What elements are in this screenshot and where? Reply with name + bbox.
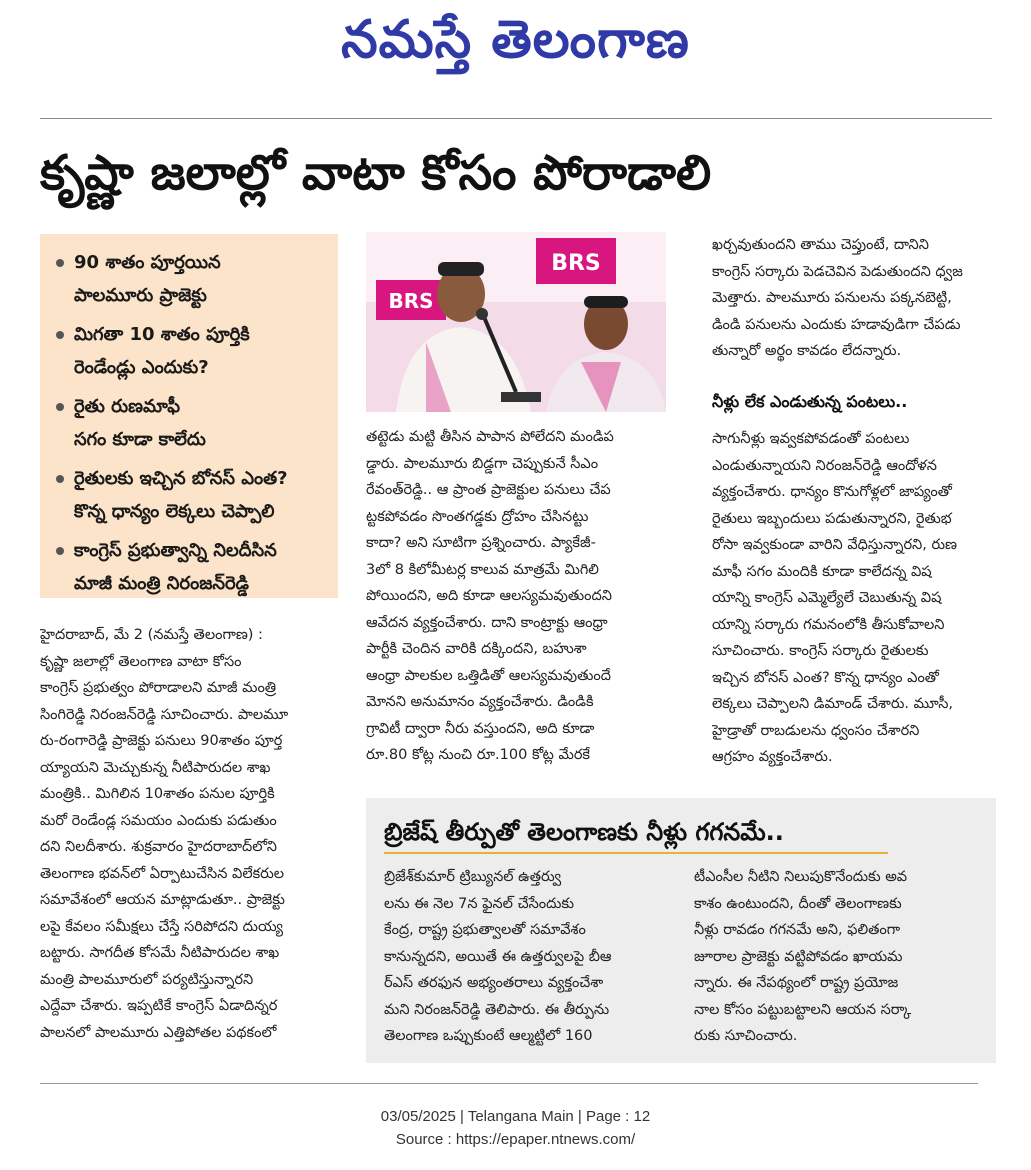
backdrop-text: BRS (388, 289, 434, 313)
sidebar-box-title: బ్రిజేష్ తీర్పుతో తెలంగాణకు నీళ్లు గగనమే.. (384, 818, 784, 846)
highlight-text: రైతులకు ఇచ్చిన బోనస్ ఎంత? కొన్న ధాన్యం లెక్కలు చెప్పాలి (74, 468, 288, 522)
highlight-text: 90 శాతం పూర్తయిన పాలమూరు ప్రాజెక్టు (74, 252, 221, 306)
article-column-1: హైదరాబాద్, మే 2 (నమస్తే తెలంగాణ) : కృష్ణా జలాల్లో తెలంగాణ వాటా కోసం కాంగ్రెస్ ప్రభుత్వం పోరాడాలని మాజీ మంత్రి సింగిరెడ్డి నిరంజన్‌రెడ్డి సూచించారు. పాలమూ రు-రంగారెడ్డి ప్రాజెక్టు పనులు 90శాతం పూర్త య్యాయని మెచ్చుకున్న నీటిపారుదల శాఖ మంత్రికి.. మిగిలిన 10శాతం పనుల పూర్తికి మరో రెండేండ్ల సమయం ఎందుకు పడుతుం దని నిలదీశారు. శుక్రవారం హైదరాబాద్‌లోని తెలంగాణ భవన్‌లో ఏర్పాటుచేసిన విలేకరుల సమావేశంలో ఆయన మాట్లాడుతూ.. ప్రాజెక్టు లపై కేవలం సమీక్షలు చేస్తే సరిపోదని దుయ్య బట్టారు. సాగదీత కోసమే నీటిపారుదల శాఖ మంత్రి పాలమూరులో పర్యటిస్తున్నారని ఎద్దేవా చేశారు. ఇప్పటికే కాంగ్రెస్ ఏడాదిన్నర పాలనలో పాలమూరు ఎత్తిపోతల పథకంలో (40, 627, 289, 1041)
bullet-icon (56, 475, 64, 483)
highlight-item (52, 318, 330, 384)
article-column-3-bottom: సాగునీళ్లు ఇవ్వకపోవడంతో పంటలు ఎండుతున్నాయని నిరంజన్‌రెడ్డి ఆందోళన వ్యక్తంచేశారు. ధాన్యం కొనుగోళ్లలో జాప్యంతో రైతులు ఇబ్బందులు పడుతున్నారని, రైతుభ రోసా ఇవ్వకుండా వారిని వేధిస్తున్నారని, రుణ మాఫీ సగం మందికి కూడా కాలేదన్న విష యాన్ని కాంగ్రెస్ ఎమ్మెల్యేలే చెబుతున్న విష యాన్ని సర్కారు గమనంలోకి తీసుకోవాలని సూచించారు. కాంగ్రెస్ సర్కారు రైతులకు ఇచ్చిన బోనస్ ఎంత? కొన్న ధాన్యం ఎంతో లెక్కలు చెప్పాలని డిమాండ్ చేశారు. మూసీ, హైడ్రాతో రాబడులను ధ్వంసం చేశారని ఆగ్రహం వ్యక్తంచేశారు. (712, 431, 958, 765)
sidebar-box-underline (384, 852, 888, 854)
highlight-text: రైతు రుణమాఫీ సగం కూడా కాలేదు (74, 396, 206, 450)
footer-source: Source : https://epaper.ntnews.com/ (395, 1131, 636, 1148)
sidebar-box-column-2: టీఎంసీల నీటిని నిలుపుకొనేందుకు అవ కాశం ఉంటుందని, దీంతో తెలంగాణకు నీళ్లు రావడం గగనమే అని, ఫలితంగా జూరాల ప్రాజెక్టు వట్టిపోవడం ఖాయమ న్నారు. ఈ నేపథ్యంలో రాష్ట్ర ప్రయోజ నాల కోసం పట్టుబట్టాలని ఆయన సర్కా రుకు సూచించారు. (694, 869, 912, 1044)
backdrop-text: BRS (551, 251, 601, 276)
bullet-icon (56, 259, 64, 267)
footer-page-info: 03/05/2025 | Telangana Main | Page : 12 (380, 1108, 651, 1125)
page-title: కృష్ణా జలాల్లో వాటా కోసం పోరాడాలి (40, 145, 712, 201)
highlight-text: మిగతా 10 శాతం పూర్తికి రెండేండ్లు ఎందుకు? (74, 324, 250, 378)
press-meet-photo (366, 232, 666, 412)
bullet-icon (56, 547, 64, 555)
masthead-divider (40, 118, 992, 119)
section-subheading: నీళ్లు లేక ఎండుతున్న పంటలు.. (712, 392, 908, 411)
highlight-item (52, 246, 330, 312)
highlight-item (52, 390, 330, 456)
highlights-box (40, 234, 338, 598)
highlight-item (52, 534, 330, 600)
sidebar-box-column-1: బ్రిజేశ్‌కుమార్ ట్రిబ్యునల్ ఉత్తర్వు లను ఈ నెల 7న ఫైనల్ చేసేందుకు కేంద్ర, రాష్ట్ర ప్రభుత్వాలతో సమావేశం కానున్నదని, అయితే ఈ ఉత్తర్వులపై బీఆ ర్ఎస్ తరఫున అభ్యంతరాలు వ్యక్తంచేశా మని నిరంజన్‌రెడ్డి తెలిపారు. ఈ తీర్పును తెలంగాణ ఒప్పుకుంటే ఆల్మట్టిలో 160 (384, 869, 612, 1044)
article-column-2: తట్టెడు మట్టి తీసిన పాపాన పోలేదని మండిప డ్డారు. పాలమూరు బిడ్డగా చెప్పుకునే సీఎం రేవంత్‌రెడ్డి.. ఆ ప్రాంత ప్రాజెక్టుల పనులు చేప ట్టకపోవడం సొంతగడ్డకు ద్రోహం చేసినట్టు కాదా? అని సూటిగా ప్రశ్నించారు. ప్యాకేజీ- 3లో 8 కిలోమీటర్ల కాలువ మాత్రమే మిగిలి పోయిందని, అది కూడా ఆలస్యమవుతుందని ఆవేదన వ్యక్తంచేశారు. దాని కాంట్రాక్టు ఆంధ్రా పార్టీకి చెందిన వారికి దక్కిందని, బహుశా ఆంధ్రా పాలకుల ఒత్తిడితో ఆలస్యమవుతుందే మోనని అనుమానం వ్యక్తంచేశారు. డిండికి గ్రావిటీ ద్వారా నీరు వస్తుందని, అది కూడా రూ.80 కోట్ల నుంచి రూ.100 కోట్ల మేరకే (366, 429, 614, 763)
footer-divider (40, 1083, 978, 1084)
bullet-icon (56, 403, 64, 411)
article-photo (366, 232, 666, 412)
masthead-logo: నమస్తే తెలంగాణ (341, 9, 690, 70)
article-column-3-top: ఖర్చవుతుందని తాము చెప్తుంటే, దానిని కాంగ్రెస్ సర్కారు పెడచెవిన పెడుతుందని ధ్వజ మెత్తారు. పాలమూరు పనులను పక్కనబెట్టి, డిండి పనులను ఎందుకు హడావుడిగా చేపడు తున్నారో అర్థం కావడం లేదన్నారు. (712, 237, 963, 359)
highlight-item (52, 462, 330, 528)
bullet-icon (56, 331, 64, 339)
highlight-text: కాంగ్రెస్ ప్రభుత్వాన్ని నిలదీసిన మాజీ మంత్రి నిరంజన్‌రెడ్డి (74, 540, 277, 594)
